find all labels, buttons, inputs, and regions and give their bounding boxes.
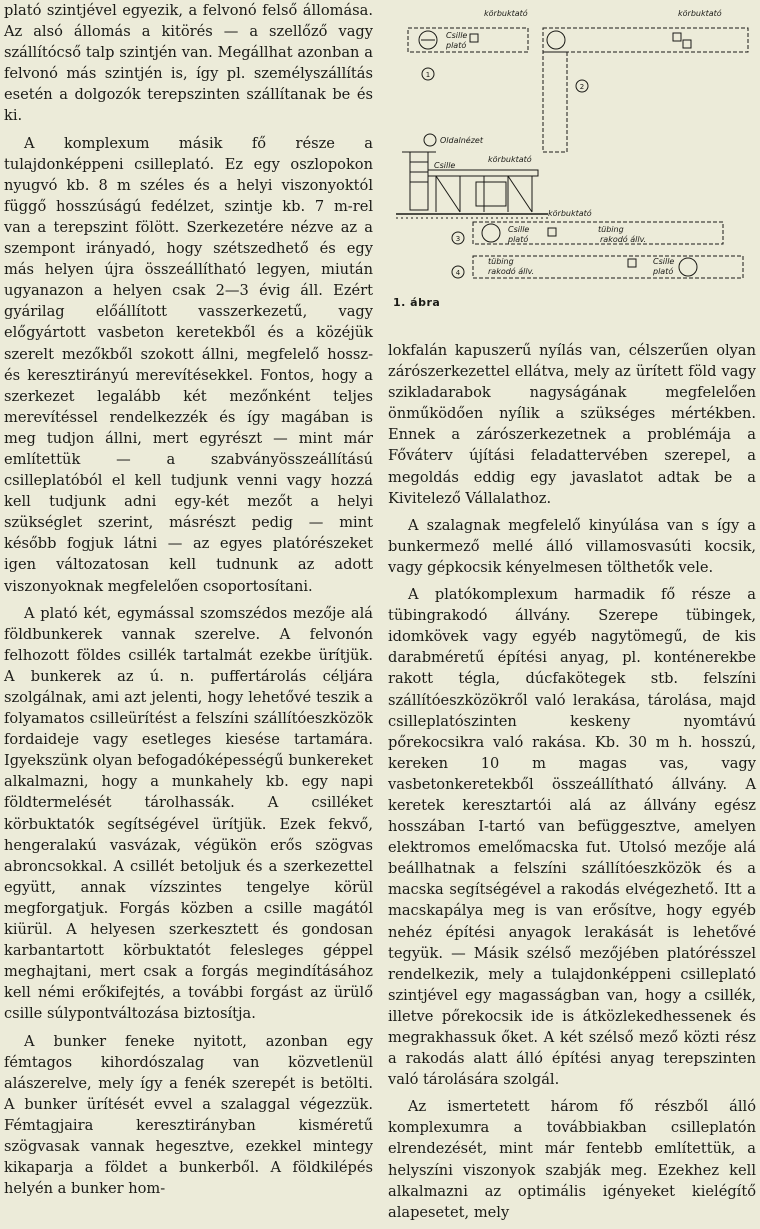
bunker-box: [673, 33, 681, 41]
number-2: 2: [579, 83, 585, 91]
right-column: [388, 340, 756, 1229]
paragraph: A platókomplexum harmadik fő része a tübingrakodó állvány. Szerepe tübingek, idomkövek vagy egyéb nagytömegű, de kis darabméretű építési anyag, pl. konténerekbe rakott tégla, dúcfakötegek stb. felszíni szállítóeszközökről való lerakása, tárolása, majd csilleplatószinten keskeny nyomtávú pőrekocsikra való rakása. Kb. 30 m h. hosszú, kereken 10 m magas vas, vagy vasbetonkeretekből összeállítható állvány. A keretek keresztartói alá az állvány egész hosszában I-tartó van befüggesztve, amelyen elektromos emelőmacska fut. Utolsó mezője alá beállhatnak a felszíni szállítóeszközök és a macska segítségével a rakodás elvégezhető. Itt a macskapálya meg is van erősítve, hogy egyéb nehéz építési anyagok lerakását is lehetővé tegyük. — Másik szélső mezőjében platórésszel rendelkezik, mely a tulajdonképpeni csilleplató szintjével egy magasságban van, hogy a csillék, illetve pőrekocsik ide is átközlekedhessenek és megrakhassuk őket. A két szélső mező közti rész a rakodás alatt álló építési anyag terepszinten való tárolására szolgál.: [388, 586, 756, 1089]
paragraph: A szalagnak megfelelő kinyúlása van s így a bunkermező mellé álló villamosvasúti kocsik, vagy gépkocsik kényelmesen tölthetők vele.: [388, 516, 756, 576]
label-csille: Csille: [508, 225, 530, 234]
label-tubing: tübing: [488, 257, 514, 266]
label-csille: Csille: [446, 31, 468, 40]
label-rakodo-allv: rakodó állv.: [488, 267, 535, 276]
bunker-box: [548, 228, 556, 236]
label-korbuktato: körbuktató: [484, 9, 528, 18]
label-oldalnezet: Oldalnézet: [440, 136, 483, 145]
label-plato: plató: [653, 267, 674, 276]
oldalnezet-circle: [424, 134, 436, 146]
bunker-box: [628, 259, 636, 267]
left-column: [4, 0, 373, 1205]
number-4: 4: [455, 269, 461, 277]
paragraph: A komplexum másik fő része a tulajdonképpeni csilleplató. Ez egy oszlopokon nyugvó kb. 8 m széles és a helyi viszonyoktól függő hosszúságú fedélzet, szintje kb. 7 m-rel van a terepszint fölött. Szerkezetére nézve az a szempont irányadó, hogy szétszedhető és egy más helyen újra összeállítható legyen, miután ugyanazon a helyen csak 2—3 évig áll. Ezért gyárilag előállított vasszerkezetű, vagy előgyártott vasbeton keretekből és a közéjük szerelt mezőkből szokott állni, megfelelő hossz- és keresztirányú merevítésekkel. Fontos, hogy a szerkezet legalább két mezőnként teljes merevítéssel rendelkezzék és így magában is meg tudjon állni, mert egyrészt — mint már említettük — a szabványösszeállítású csilleplatóból el kell tudjunk venni vagy hozzá kell tudjunk adni egy-két mezőt a helyi szükséglet szerint, másrészt pedig — mint később fogjuk látni — az egyes platórészeket igen változatosan kell tudnunk az adott viszonyoknak megfelelően csoportosítani.: [4, 134, 373, 595]
label-csille: Csille: [434, 161, 456, 170]
lift-symbol: [679, 258, 697, 276]
plan-2-leg: [543, 52, 567, 152]
lift-symbol: [482, 224, 500, 242]
paragraph: A bunker feneke nyitott, azonban egy fémtagos kihordószalag van közvetlenül alászerelve, mely így a fenék szerepét is betölti. A bunker ürítését evvel a szalaggal végezzük. Fémtagjaira keresztirányban kisméretű szögvasak vannak hegesztve, ezekkel mintegy kikaparja a földet a bunkerből. A földkilépés helyén a bunker hom-: [4, 1032, 373, 1198]
label-korbuktato: körbuktató: [488, 155, 532, 164]
bunker-elevation: [476, 182, 506, 206]
bunker-box: [470, 34, 478, 42]
lift-symbol: [547, 31, 565, 49]
plato-deck: [428, 170, 538, 176]
label-korbuktato: körbuktató: [548, 209, 592, 218]
figure-caption: 1. ábra: [393, 296, 441, 309]
label-plato: plató: [446, 41, 467, 50]
label-plato: plató: [508, 235, 529, 244]
number-1: 1: [425, 71, 431, 79]
number-3: 3: [455, 235, 461, 243]
label-korbuktato: körbuktató: [678, 9, 722, 18]
paragraph: plató szintjével egyezik, a felvonó felső állomása. Az alsó állomás a kitörés — a szellőző vagy szállítócső talp szintjén van. Megállhat azonban a felvonó más szintjén is, így pl. személyszállítás esetén a dolgozók terepszinten szállítanak be és ki.: [4, 2, 373, 125]
label-csille: Csille: [653, 257, 675, 266]
label-tubing: tübing: [598, 225, 624, 234]
paragraph: lokfalán kapuszerű nyílás van, célszerűen olyan zárószerkezettel ellátva, mely az ürített föld vagy szikladarabok nagyságának megfelelően önműködően nyílik a szükséges mértékben. Ennek a zárószerkezetnek a problémája a Főváterv újítási feladattervében szerepel, a megoldás eddig egy javaslatot adtak be a Kivitelező Vállalathoz.: [388, 342, 756, 507]
paragraph: Az ismertetett három fő részből álló komplexumra a továbbiakban csilleplatón elrendezését, mint már fentebb említettük, a helyszíni viszonyok szabják meg. Ezekhez kell alkalmazni az optimális igényeket kielégítő alapesetet, mely: [388, 1098, 756, 1221]
paragraph: A plató két, egymással szomszédos mezője alá földbunkerek vannak szerelve. A felvonón felhozott földes csillék tartalmát ezekbe ürítjük. A bunkerek az ú. n. puffertárolás céljára szolgálnak, ami azt jelenti, hogy lehetővé teszik a folyamatos csilleürítést a felszíni szállítóeszközök fordaideje vagy esetleges kiesése tartamára. Igyekszünk olyan befogadóképességű bunkereket alkalmazni, hogy a munkahely kb. egy napi földtermelését tárolhassák. A csilléket körbuktatók segítségével ürítjük. Ezek fekvő, hengeralakú vasvázak, végükön erős szögvas abroncsokkal. A csillét betoljuk és a szerkezettel együtt, annak vízszintes tengelye körül megforgatjuk. Forgás közben a csille magától kiürül. A helyesen szerkesztett és gondosan karbantartott körbuktatót felesleges géppel meghajtani, mert csak a forgás megindításához kell némi erőkifejtés, a további forgást az ürülő csille súlypontváltozása biztosítja.: [4, 604, 373, 1023]
tower: [410, 152, 428, 210]
plan-2-band: [543, 28, 748, 52]
bunker-box: [683, 40, 691, 48]
figure-1-diagram: [388, 0, 758, 320]
label-rakodo-allv: rakodó állv.: [600, 235, 647, 244]
